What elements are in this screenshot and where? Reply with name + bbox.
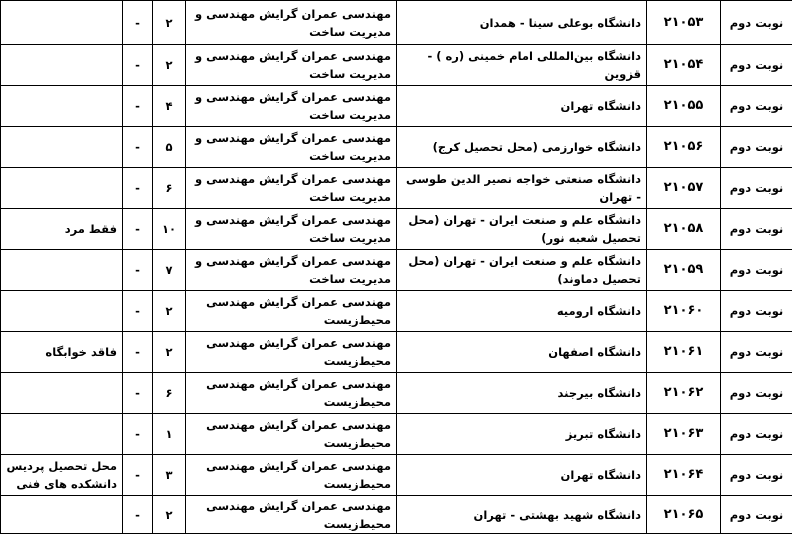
- dash-cell: -: [123, 127, 153, 168]
- shift-cell: نوبت دوم: [721, 414, 792, 455]
- table-row: [1, 250, 792, 291]
- field-cell: مهندسی عمران گرایش مهندسی و مدیریت ساخت: [186, 45, 397, 86]
- code-cell: ۲۱۰۶۳: [647, 414, 721, 455]
- dash-cell: -: [123, 455, 153, 496]
- note-cell: فقط مرد: [1, 209, 123, 250]
- shift-cell: نوبت دوم: [721, 1, 792, 45]
- code-cell: ۲۱۰۵۷: [647, 168, 721, 209]
- dash-cell: -: [123, 373, 153, 414]
- university-cell: دانشگاه تهران: [397, 455, 647, 496]
- table-row: [1, 45, 792, 86]
- note-cell: [1, 1, 123, 45]
- field-cell: مهندسی عمران گرایش مهندسی محیط‌زیست: [186, 455, 397, 496]
- note-cell: [1, 86, 123, 127]
- capacity-cell: ۶: [153, 373, 186, 414]
- capacity-cell: ۲: [153, 1, 186, 45]
- shift-cell: نوبت دوم: [721, 291, 792, 332]
- code-cell: ۲۱۰۵۳: [647, 1, 721, 45]
- capacity-cell: ۳: [153, 455, 186, 496]
- university-cell: دانشگاه علم و صنعت ایران - تهران (محل تحصیل دماوند): [397, 250, 647, 291]
- university-cell: دانشگاه تبریز: [397, 414, 647, 455]
- note-cell: [1, 127, 123, 168]
- university-cell: دانشگاه خوارزمی (محل تحصیل کرج): [397, 127, 647, 168]
- field-cell: مهندسی عمران گرایش مهندسی و مدیریت ساخت: [186, 127, 397, 168]
- field-cell: مهندسی عمران گرایش مهندسی و مدیریت ساخت: [186, 1, 397, 45]
- dash-cell: -: [123, 414, 153, 455]
- field-cell: مهندسی عمران گرایش مهندسی محیط‌زیست: [186, 414, 397, 455]
- capacity-cell: ۵: [153, 127, 186, 168]
- note-cell: [1, 168, 123, 209]
- note-cell: [1, 45, 123, 86]
- shift-cell: نوبت دوم: [721, 373, 792, 414]
- note-cell: [1, 496, 123, 534]
- field-cell: مهندسی عمران گرایش مهندسی و مدیریت ساخت: [186, 209, 397, 250]
- university-cell: دانشگاه بین‌المللی امام خمینی (ره ) - قزوین: [397, 45, 647, 86]
- capacity-cell: ۷: [153, 250, 186, 291]
- note-cell: [1, 250, 123, 291]
- capacity-cell: ۱: [153, 414, 186, 455]
- note-cell: [1, 291, 123, 332]
- dash-cell: -: [123, 86, 153, 127]
- shift-cell: نوبت دوم: [721, 45, 792, 86]
- table-row: [1, 209, 792, 250]
- shift-cell: نوبت دوم: [721, 332, 792, 373]
- code-cell: ۲۱۰۵۹: [647, 250, 721, 291]
- university-cell: دانشگاه صنعتی خواجه نصیر الدین طوسی - تهران: [397, 168, 647, 209]
- capacity-cell: ۲: [153, 332, 186, 373]
- dash-cell: -: [123, 209, 153, 250]
- shift-cell: نوبت دوم: [721, 86, 792, 127]
- code-cell: ۲۱۰۶۱: [647, 332, 721, 373]
- table-row: [1, 455, 792, 496]
- dash-cell: -: [123, 291, 153, 332]
- table-row: [1, 332, 792, 373]
- capacity-cell: ۲: [153, 45, 186, 86]
- dash-cell: -: [123, 45, 153, 86]
- capacity-cell: ۶: [153, 168, 186, 209]
- shift-cell: نوبت دوم: [721, 209, 792, 250]
- table-row: [1, 414, 792, 455]
- capacity-cell: ۲: [153, 291, 186, 332]
- shift-cell: نوبت دوم: [721, 127, 792, 168]
- shift-cell: نوبت دوم: [721, 496, 792, 534]
- table-row: [1, 168, 792, 209]
- table-row: [1, 127, 792, 168]
- table-row: [1, 86, 792, 127]
- shift-cell: نوبت دوم: [721, 168, 792, 209]
- table-row: [1, 496, 792, 534]
- capacity-cell: ۲: [153, 496, 186, 534]
- code-cell: ۲۱۰۶۵: [647, 496, 721, 534]
- shift-cell: نوبت دوم: [721, 455, 792, 496]
- code-cell: ۲۱۰۵۴: [647, 45, 721, 86]
- code-cell: ۲۱۰۶۰: [647, 291, 721, 332]
- university-cell: دانشگاه ارومیه: [397, 291, 647, 332]
- note-cell: [1, 414, 123, 455]
- note-cell: فاقد خوابگاه: [1, 332, 123, 373]
- dash-cell: -: [123, 1, 153, 45]
- capacity-cell: ۱۰: [153, 209, 186, 250]
- field-cell: مهندسی عمران گرایش مهندسی و مدیریت ساخت: [186, 86, 397, 127]
- note-cell: [1, 373, 123, 414]
- dash-cell: -: [123, 168, 153, 209]
- code-cell: ۲۱۰۵۵: [647, 86, 721, 127]
- code-cell: ۲۱۰۶۲: [647, 373, 721, 414]
- university-cell: دانشگاه بوعلی سینا - همدان: [397, 1, 647, 45]
- field-cell: مهندسی عمران گرایش مهندسی و مدیریت ساخت: [186, 250, 397, 291]
- university-cell: دانشگاه تهران: [397, 86, 647, 127]
- dash-cell: -: [123, 496, 153, 534]
- code-cell: ۲۱۰۵۶: [647, 127, 721, 168]
- table-row: [1, 373, 792, 414]
- code-cell: ۲۱۰۶۴: [647, 455, 721, 496]
- dash-cell: -: [123, 332, 153, 373]
- field-cell: مهندسی عمران گرایش مهندسی محیط‌زیست: [186, 332, 397, 373]
- field-cell: مهندسی عمران گرایش مهندسی محیط‌زیست: [186, 291, 397, 332]
- code-cell: ۲۱۰۵۸: [647, 209, 721, 250]
- dash-cell: -: [123, 250, 153, 291]
- university-cell: دانشگاه بیرجند: [397, 373, 647, 414]
- university-cell: دانشگاه شهید بهشتی - تهران: [397, 496, 647, 534]
- shift-cell: نوبت دوم: [721, 250, 792, 291]
- university-cell: دانشگاه علم و صنعت ایران - تهران (محل تحصیل شعبه نور): [397, 209, 647, 250]
- field-cell: مهندسی عمران گرایش مهندسی و مدیریت ساخت: [186, 168, 397, 209]
- field-cell: مهندسی عمران گرایش مهندسی محیط‌زیست: [186, 496, 397, 534]
- note-cell: محل تحصیل پردیس دانشکده های فنی: [1, 455, 123, 496]
- university-cell: دانشگاه اصفهان: [397, 332, 647, 373]
- field-cell: مهندسی عمران گرایش مهندسی محیط‌زیست: [186, 373, 397, 414]
- capacity-cell: ۴: [153, 86, 186, 127]
- table-row: [1, 291, 792, 332]
- table-body: [1, 1, 792, 534]
- table-row: [1, 1, 792, 45]
